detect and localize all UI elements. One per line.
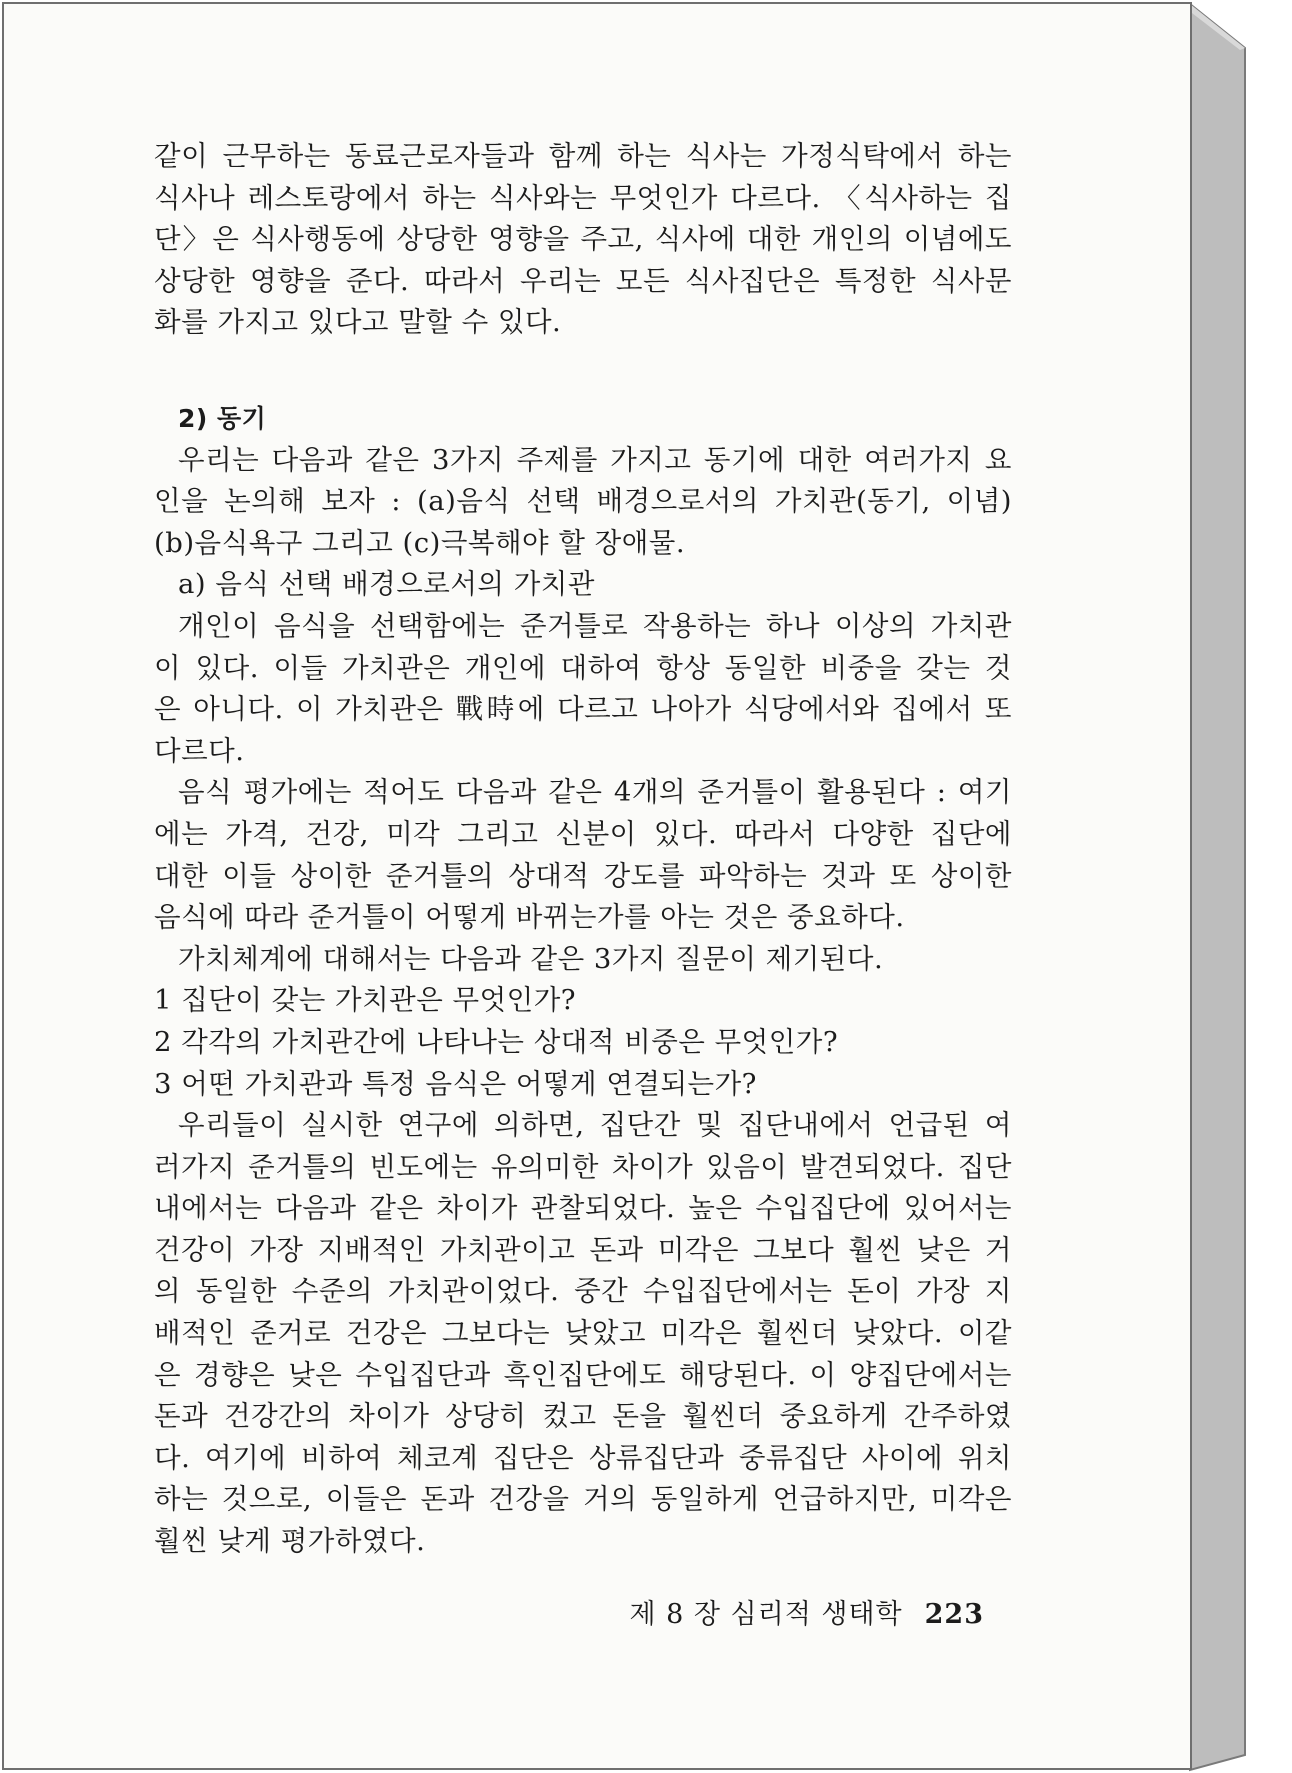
text-line: 단〉은 식사행동에 상당한 영향을 주고, 식사에 대한 개인의 이념에도 <box>154 223 1012 256</box>
text-line: 건강이 가장 지배적인 가치관이고 돈과 미각은 그보다 훨씬 낮은 거 <box>154 1233 1012 1266</box>
text-line: 화를 가지고 있다고 말할 수 있다. <box>154 306 562 339</box>
text-line: 개인이 음식을 선택함에는 준거틀로 작용하는 하나 이상의 가치관 <box>178 609 1012 642</box>
paragraph-1 <box>154 136 1012 344</box>
text-line: 에는 가격, 건강, 미각 그리고 신분이 있다. 따라서 다양한 집단에 <box>154 817 1012 850</box>
text-line: 훨씬 낮게 평가하였다. <box>154 1525 426 1558</box>
question-item: 3 어떤 가치관과 특정 음식은 어떻게 연결되는가? <box>154 1067 757 1100</box>
paragraph-4 <box>154 772 1012 938</box>
section-heading: 2) 동기 <box>178 404 267 433</box>
text-line: (b)음식욕구 그리고 (c)극복해야 할 장애물. <box>154 526 686 559</box>
book-page <box>2 2 1192 1770</box>
text-line: 돈과 건강간의 차이가 상당히 컸고 돈을 훨씬더 중요하게 간주하였 <box>154 1400 1012 1433</box>
text-line: 인을 논의해 보자 : (a)음식 선택 배경으로서의 가치관(동기, 이념) <box>154 485 1012 518</box>
text-line: 은 경향은 낮은 수입집단과 흑인집단에도 해당된다. 이 양집단에서는 <box>154 1358 1012 1391</box>
question-item: 1 집단이 갖는 가치관은 무엇인가? <box>154 984 577 1017</box>
text-line: 음식 평가에는 적어도 다음과 같은 4개의 준거틀이 활용된다 : 여기 <box>178 776 1012 809</box>
paragraph-3 <box>154 606 1012 772</box>
text-line: 대한 이들 상이한 준거틀의 상대적 강도를 파악하는 것과 또 상이한 <box>154 859 1012 892</box>
page-footer <box>564 1592 984 1631</box>
paragraph-6 <box>154 1105 1012 1563</box>
text-line: 의 동일한 수준의 가치관이었다. 중간 수입집단에서는 돈이 가장 지 <box>154 1275 1012 1308</box>
subheading-a: a) 음식 선택 배경으로서의 가치관 <box>178 568 595 601</box>
text-line: 식사나 레스토랑에서 하는 식사와는 무엇인가 다르다. 〈식사하는 집 <box>154 181 1012 214</box>
text-line: 배적인 준거로 건강은 그보다는 낮았고 미각은 훨씬더 낮았다. 이같 <box>154 1317 1012 1350</box>
text-line: 러가지 준거틀의 빈도에는 유의미한 차이가 있음이 발견되었다. 집단 <box>154 1150 1012 1183</box>
text-line: 상당한 영향을 준다. 따라서 우리는 모든 식사집단은 특정한 식사문 <box>154 264 1012 297</box>
paragraph-5-intro: 가치체계에 대해서는 다음과 같은 3가지 질문이 제기된다. <box>178 942 884 975</box>
text-line: 같이 근무하는 동료근로자들과 함께 하는 식사는 가정식탁에서 하는 <box>154 140 1012 172</box>
text-line: 은 아니다. 이 가치관은 戰時에 다르고 나아가 식당에서와 집에서 또 <box>154 693 1012 726</box>
text-line: 이 있다. 이들 가치관은 개인에 대하여 항상 동일한 비중을 갖는 것 <box>154 651 1012 684</box>
text-line: 내에서는 다음과 같은 차이가 관찰되었다. 높은 수입집단에 있어서는 <box>154 1192 1012 1225</box>
text-line: 다. 여기에 비하여 체코계 집단은 상류집단과 중류집단 사이에 위치 <box>154 1441 1012 1474</box>
question-list <box>154 980 1012 1105</box>
paragraph-2 <box>154 440 1012 565</box>
section-body <box>154 398 1012 1563</box>
text-line: 하는 것으로, 이들은 돈과 건강을 거의 동일하게 언급하지만, 미각은 <box>154 1483 1012 1516</box>
text-line: 우리는 다음과 같은 3가지 주제를 가지고 동기에 대한 여러가지 요 <box>178 443 1012 476</box>
text-line: 다르다. <box>154 734 245 767</box>
chapter-title: 제 8 장 심리적 생태학 <box>629 1599 903 1630</box>
text-line: 우리들이 실시한 연구에 의하면, 집단간 및 집단내에서 언급된 여 <box>178 1109 1012 1142</box>
text-line: 음식에 따라 준거틀이 어떻게 바뀌는가를 아는 것은 중요하다. <box>154 901 905 934</box>
question-item: 2 각각의 가치관간에 나타나는 상대적 비중은 무엇인가? <box>154 1025 839 1058</box>
page-number: 223 <box>924 1599 984 1630</box>
